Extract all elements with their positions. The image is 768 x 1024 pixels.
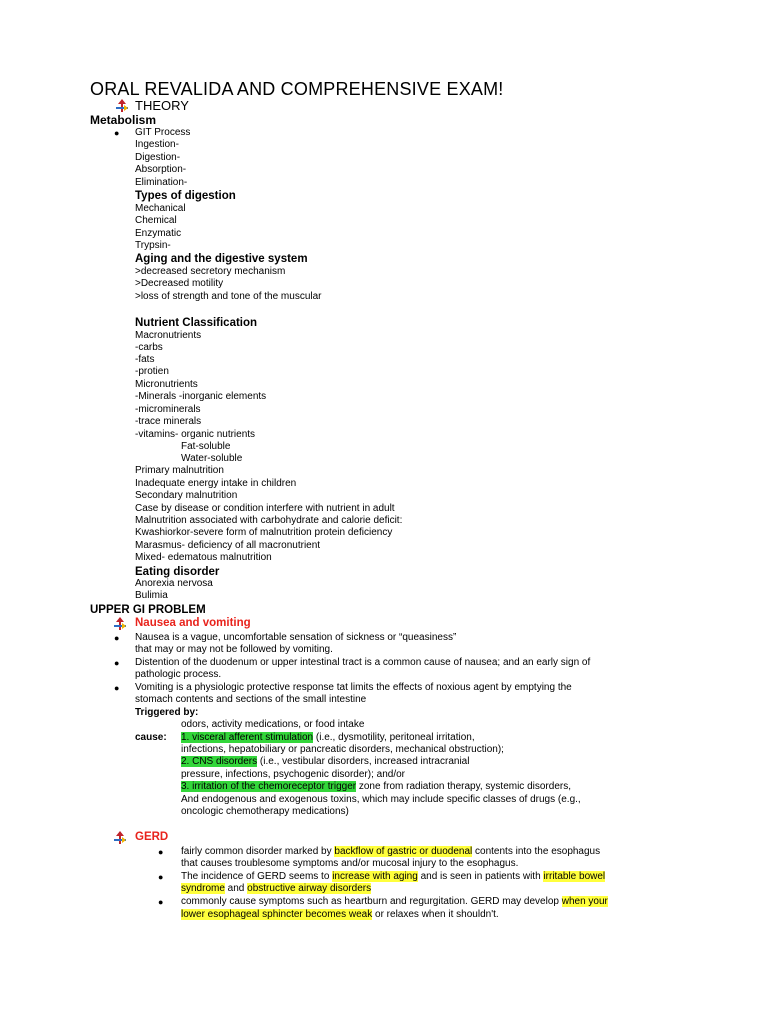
list-item: Macronutrients xyxy=(135,330,202,341)
list-item: Kwashiorkor-severe form of malnutrition protein deficiency xyxy=(135,527,393,538)
paragraph-line: pathologic process. xyxy=(135,669,222,680)
paragraph-line: Nausea is a vague, uncomfortable sensation of sickness or “queasiness” xyxy=(135,632,457,643)
aging-heading: Aging and the digestive system xyxy=(135,253,308,265)
list-item: -Minerals -inorganic elements xyxy=(135,391,267,402)
list-item: Elimination- xyxy=(135,177,188,188)
list-item: Enzymatic xyxy=(135,228,182,239)
cause-label: cause: xyxy=(135,732,167,743)
triggered-label: Triggered by: xyxy=(135,707,199,718)
list-item: Anorexia nervosa xyxy=(135,578,213,589)
cause-line xyxy=(181,781,571,793)
bullet-dot-icon: ● xyxy=(114,633,120,643)
highlight: syndrome xyxy=(181,883,225,894)
text: or relaxes when it shouldn't. xyxy=(372,909,499,920)
paragraph-line: that causes troublesome symptoms and/or mucosal injury to the esophagus. xyxy=(181,858,519,869)
list-item: -protien xyxy=(135,366,169,377)
highlight: when your xyxy=(561,896,608,907)
list-item: Water-soluble xyxy=(181,453,243,464)
bullet-dot-icon: ● xyxy=(158,897,164,907)
text: (i.e., vestibular disorders, increased intracranial xyxy=(257,756,470,767)
list-item: >Decreased motility xyxy=(135,278,224,289)
nausea-heading: Nausea and vomiting xyxy=(135,617,251,629)
paragraph-line: infections, hepatobiliary or pancreatic disorders, mechanical obstruction); xyxy=(181,744,504,755)
list-item: Ingestion- xyxy=(135,139,179,150)
highlight: lower esophageal sphincter becomes weak xyxy=(181,909,373,920)
bullet-dot-icon: ● xyxy=(114,658,120,668)
list-item: Marasmus- deficiency of all macronutrient xyxy=(135,540,321,551)
paragraph-line xyxy=(181,909,499,921)
text: zone from radiation therapy, systemic disorders, xyxy=(356,781,571,792)
theory-heading: THEORY xyxy=(135,98,189,113)
bullet-dot-icon: ● xyxy=(158,847,164,857)
paragraph-line: Distention of the duodenum or upper intestinal tract is a common cause of nausea; and an early sign of xyxy=(135,657,591,668)
list-item: Inadequate energy intake in children xyxy=(135,478,297,489)
paragraph-line: stomach contents and sections of the small intestine xyxy=(135,694,367,705)
paragraph-line xyxy=(181,871,605,883)
text: The incidence of GERD seems to xyxy=(181,871,333,882)
git-process: GIT Process xyxy=(135,127,191,138)
paragraph-line: that may or may not be followed by vomiting. xyxy=(135,644,333,655)
list-item: Fat-soluble xyxy=(181,441,231,452)
bullet-dot-icon: ● xyxy=(114,683,120,693)
highlight: irritable bowel xyxy=(543,871,606,882)
list-item: Absorption- xyxy=(135,164,187,175)
highlight: 1. visceral afferent stimulation xyxy=(181,732,314,743)
list-item: Mechanical xyxy=(135,203,186,214)
arrow-bullet-icon xyxy=(115,99,129,113)
list-item: Mixed- edematous malnutrition xyxy=(135,552,272,563)
highlight: 3. irritation of the chemoreceptor trigger xyxy=(181,781,357,792)
page-title: ORAL REVALIDA AND COMPREHENSIVE EXAM! xyxy=(90,79,504,99)
cause-line xyxy=(181,732,475,744)
list-item: Primary malnutrition xyxy=(135,465,224,476)
list-item: Bulimia xyxy=(135,590,168,601)
paragraph-line: And endogenous and exogenous toxins, which may include specific classes of drugs (e.g., xyxy=(181,794,581,805)
list-item: >decreased secretory mechanism xyxy=(135,266,286,277)
list-item: Digestion- xyxy=(135,152,181,163)
gerd-heading: GERD xyxy=(135,831,169,843)
list-item: -vitamins- organic nutrients xyxy=(135,429,256,440)
text: and xyxy=(224,883,248,894)
list-item: >loss of strength and tone of the muscular xyxy=(135,291,322,302)
text: (i.e., dysmotility, peritoneal irritation, xyxy=(313,732,475,743)
list-item: -microminerals xyxy=(135,404,201,415)
text: commonly cause symptoms such as heartburn and regurgitation. GERD may develop xyxy=(181,896,562,907)
paragraph-line xyxy=(181,896,608,908)
list-item: Chemical xyxy=(135,215,177,226)
list-item: -carbs xyxy=(135,342,163,353)
paragraph-line: odors, activity medications, or food intake xyxy=(181,719,365,730)
nutrient-heading: Nutrient Classification xyxy=(135,317,258,329)
text: and is seen in patients with xyxy=(417,871,544,882)
list-item: Secondary malnutrition xyxy=(135,490,238,501)
list-item: Malnutrition associated with carbohydrate and calorie deficit: xyxy=(135,515,403,526)
upper-gi-heading: UPPER GI PROBLEM xyxy=(90,604,206,616)
highlight: obstructive airway disorders xyxy=(247,883,372,894)
eating-heading: Eating disorder xyxy=(135,566,220,578)
bullet-dot-icon: ● xyxy=(114,128,120,138)
paragraph-line xyxy=(181,883,371,895)
arrow-bullet-icon xyxy=(113,831,127,845)
list-item: -trace minerals xyxy=(135,416,202,427)
highlight: 2. CNS disorders xyxy=(181,756,258,767)
cause-line xyxy=(181,756,469,768)
list-item: Trypsin- xyxy=(135,240,171,251)
list-item: Micronutrients xyxy=(135,379,198,390)
bullet-dot-icon: ● xyxy=(158,872,164,882)
list-item: Case by disease or condition interfere with nutrient in adult xyxy=(135,503,395,514)
paragraph-line: Vomiting is a physiologic protective response tat limits the effects of noxious agent by emptying the xyxy=(135,682,572,693)
metabolism-heading: Metabolism xyxy=(90,113,157,127)
highlight: increase with aging xyxy=(332,871,418,882)
types-heading: Types of digestion xyxy=(135,190,236,202)
paragraph-line xyxy=(181,846,600,858)
highlight: backflow of gastric or duodenal xyxy=(334,846,473,857)
list-item: -fats xyxy=(135,354,155,365)
paragraph-line: oncologic chemotherapy medications) xyxy=(181,806,349,817)
text: fairly common disorder marked by xyxy=(181,846,335,857)
arrow-bullet-icon xyxy=(113,617,127,631)
paragraph-line: pressure, infections, psychogenic disorder); and/or xyxy=(181,769,406,780)
text: contents into the esophagus xyxy=(472,846,601,857)
